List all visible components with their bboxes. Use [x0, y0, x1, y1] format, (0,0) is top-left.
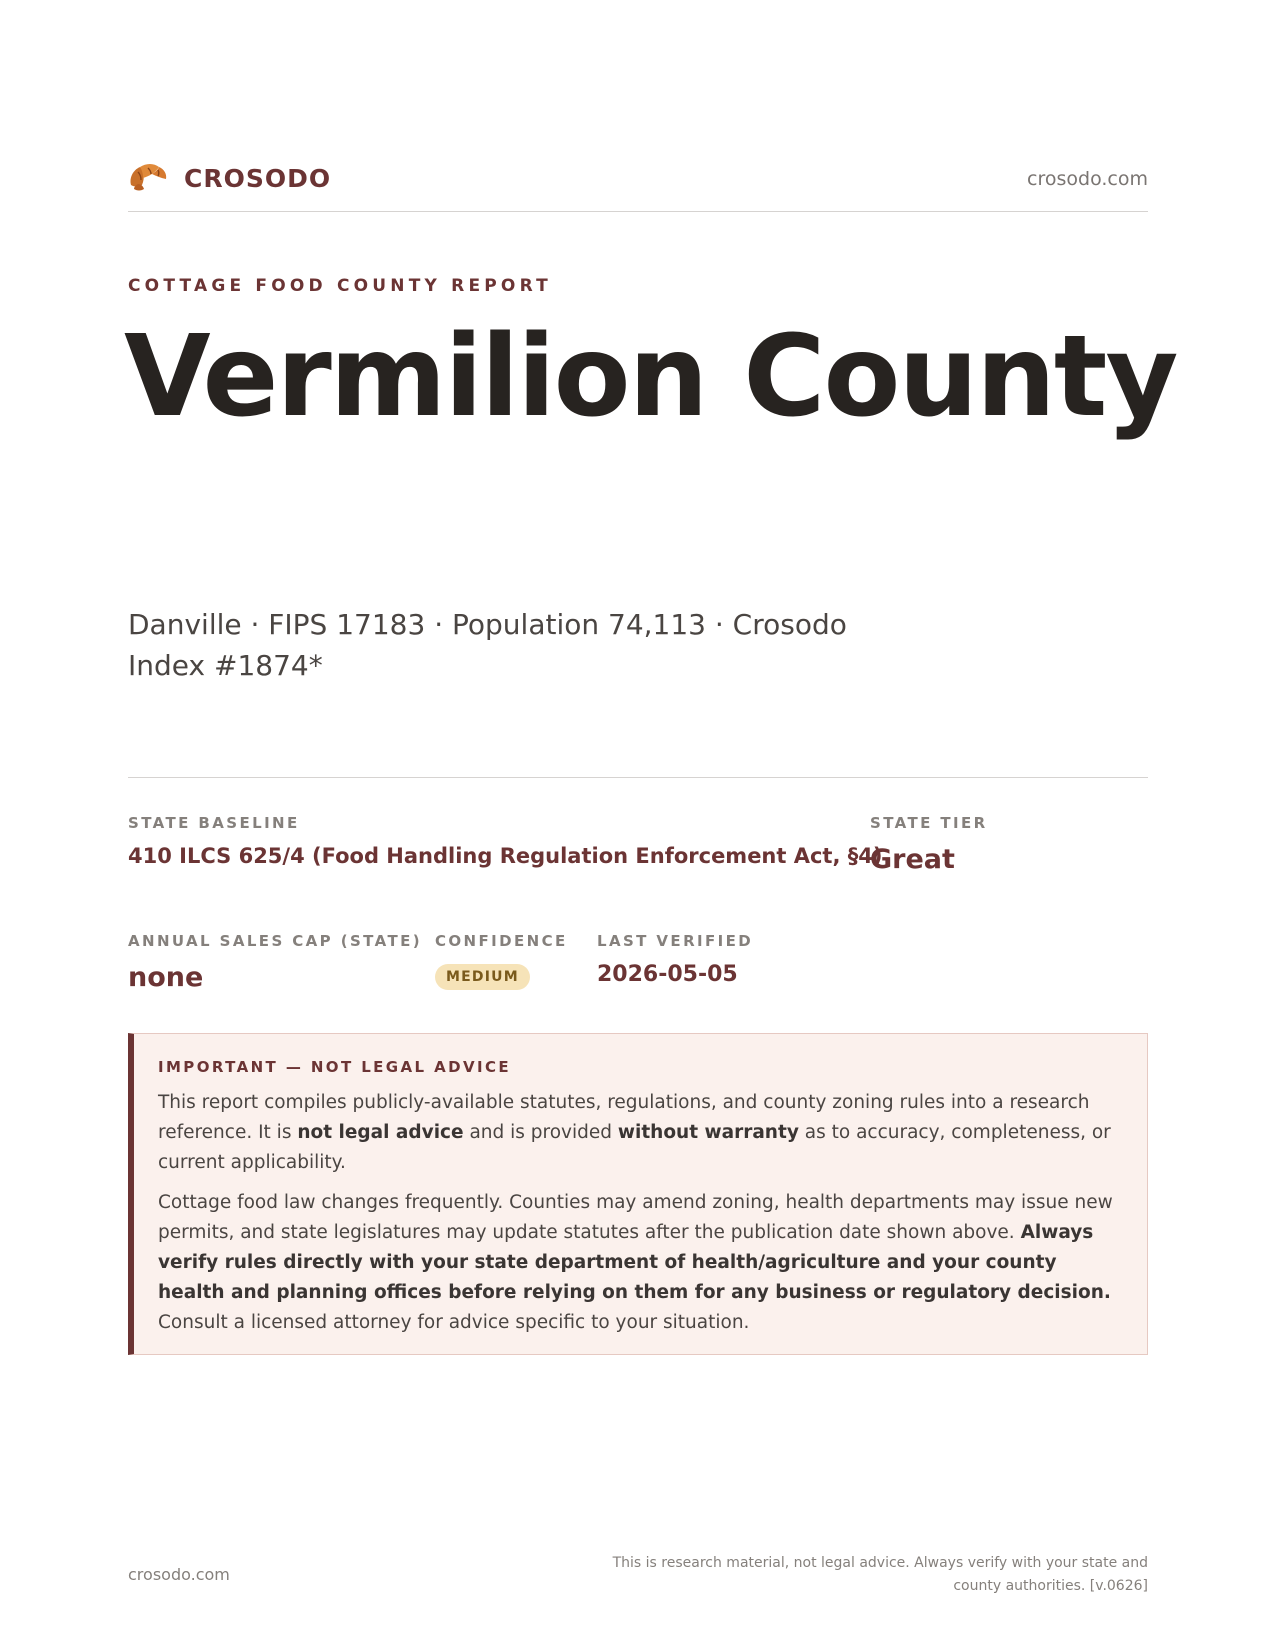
croissant-icon [128, 160, 168, 196]
footer-disclaimer: This is research material, not legal advice. Always verify with your state and county authorities. [v.0626] [612, 1555, 1148, 1594]
confidence-field [435, 932, 568, 990]
legal-notice [128, 1033, 1148, 1355]
site-url[interactable]: crosodo.com [1027, 168, 1148, 190]
notice-emphasis: Always verify rules directly with your state department of health/agriculture and your county health and planning offices before relying on them for any business or regulatory decision. [158, 1222, 1111, 1303]
report-eyebrow: COTTAGE FOOD COUNTY REPORT [128, 276, 552, 296]
state-baseline-label: STATE BASELINE [128, 814, 300, 832]
state-tier-value: Great [870, 844, 955, 875]
notice-paragraph-2 [158, 1188, 1123, 1338]
state-tier-label: STATE TIER [870, 814, 988, 832]
notice-text: Cottage food law changes frequently. Counties may amend zoning, health departments may issue new permits, and state legislatures may update statutes after the publication date shown above. [158, 1192, 1113, 1243]
notice-text: and is provided [463, 1122, 618, 1143]
notice-heading: IMPORTANT — NOT LEGAL ADVICE [158, 1058, 512, 1076]
state-baseline-value: 410 ILCS 625/4 (Food Handling Regulation Enforcement Act, §4) [128, 844, 883, 868]
notice-emphasis: not legal advice [297, 1122, 464, 1143]
brand[interactable] [128, 160, 331, 196]
state-baseline-field [128, 814, 882, 868]
page-title: Vermilion County [124, 312, 1177, 442]
notice-text: Consult a licensed attorney for advice specific to your situation. [158, 1312, 750, 1333]
last-verified-value: 2026-05-05 [597, 962, 738, 987]
sales-cap-label: ANNUAL SALES CAP (STATE) [128, 932, 423, 950]
section-divider [128, 777, 1148, 778]
notice-emphasis: without warranty [617, 1122, 799, 1143]
last-verified-label: LAST VERIFIED [597, 932, 754, 950]
notice-text: as to accuracy, completeness, or current applicability. [158, 1122, 1111, 1173]
state-tier-field [870, 814, 988, 875]
confidence-badge: MEDIUM [435, 964, 530, 990]
brand-name: CROSODO [184, 163, 332, 193]
notice-paragraph-1 [158, 1088, 1123, 1178]
page-header [128, 156, 1148, 212]
sales-cap-value: none [128, 962, 204, 993]
footer-site-url[interactable]: crosodo.com [128, 1565, 230, 1584]
confidence-label: CONFIDENCE [435, 932, 568, 950]
last-verified-field [597, 932, 753, 987]
report-subtitle: Danville · FIPS 17183 · Population 74,113 · Crosodo Index #1874* [128, 608, 847, 682]
notice-text: This report compiles publicly-available statutes, regulations, and county zoning rules into a research reference. It is [158, 1092, 1090, 1143]
sales-cap-field [128, 932, 422, 993]
